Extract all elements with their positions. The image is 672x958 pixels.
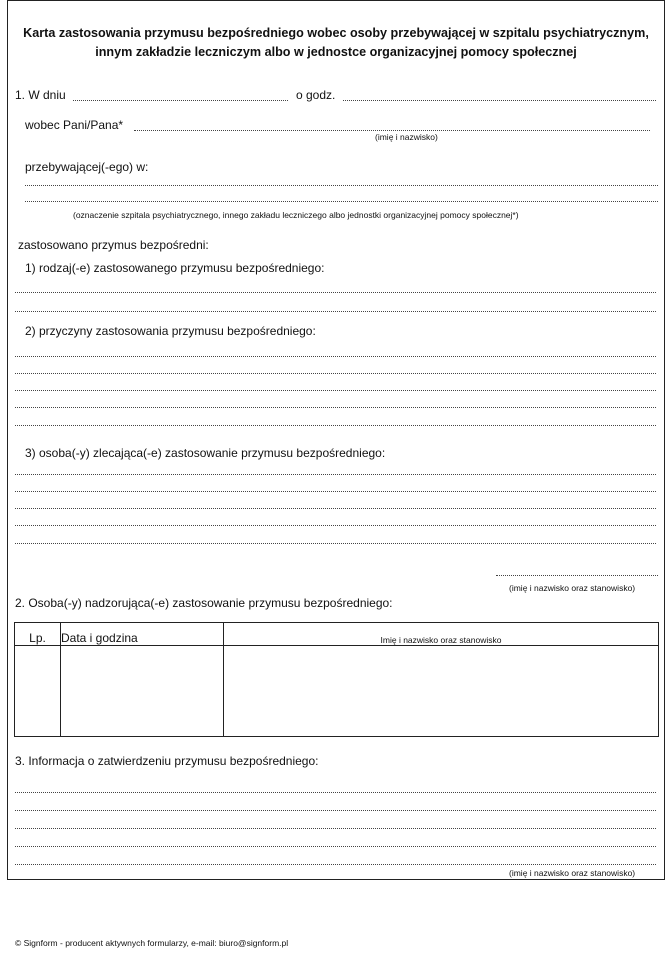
table-cell-date[interactable] bbox=[61, 646, 224, 737]
form-frame bbox=[7, 0, 665, 880]
approval-field-line-5[interactable] bbox=[15, 864, 656, 865]
approval-field-line-3[interactable] bbox=[15, 828, 656, 829]
section3-label: 3. Informacja o zatwierdzeniu przymusu bezpośredniego: bbox=[15, 754, 319, 768]
reasons-field-line-1[interactable] bbox=[15, 356, 656, 357]
section2-label: 2. Osoba(-y) nadzorująca(-e) zastosowanie przymusu bezpośredniego: bbox=[15, 596, 393, 610]
approval-field-line-2[interactable] bbox=[15, 810, 656, 811]
form-title bbox=[0, 24, 672, 62]
ordering-field-line-2[interactable] bbox=[15, 491, 656, 492]
table-row bbox=[15, 646, 659, 737]
approval-field-line-4[interactable] bbox=[15, 846, 656, 847]
supervisors-table bbox=[14, 622, 659, 737]
location-caption: (oznaczenie szpitala psychiatrycznego, innego zakładu leczniczego albo jednostki organizacyjnej pomocy społecznej*) bbox=[73, 210, 519, 220]
hour-field[interactable] bbox=[343, 100, 656, 101]
title-line-2: innym zakładzie leczniczym albo w jednostce organizacyjnej pomocy społecznej bbox=[95, 45, 577, 59]
day-label: 1. W dniu bbox=[15, 88, 66, 102]
reasons-field-line-2[interactable] bbox=[15, 373, 656, 374]
table-cell-lp[interactable] bbox=[15, 646, 61, 737]
ordering-field-line-4[interactable] bbox=[15, 525, 656, 526]
location-label: przebywającej(-ego) w: bbox=[25, 160, 149, 174]
ordering-field-line-1[interactable] bbox=[15, 474, 656, 475]
reasons-field-line-5[interactable] bbox=[15, 425, 656, 426]
reasons-field-line-3[interactable] bbox=[15, 390, 656, 391]
ordering-field-line-5[interactable] bbox=[15, 543, 656, 544]
table-header-name: Imię i nazwisko oraz stanowisko bbox=[224, 623, 659, 646]
table-cell-name[interactable] bbox=[224, 646, 659, 737]
table-header-date: Data i godzina bbox=[61, 623, 224, 646]
person-label: wobec Pani/Pana* bbox=[25, 118, 124, 132]
hour-label: o godz. bbox=[296, 88, 336, 102]
location-field-line-1[interactable] bbox=[25, 185, 658, 186]
reasons-field-line-4[interactable] bbox=[15, 407, 656, 408]
type-label: 1) rodzaj(-e) zastosowanego przymusu bezpośredniego: bbox=[25, 261, 325, 275]
table-header-lp: Lp. bbox=[15, 623, 61, 646]
ordering-caption: (imię i nazwisko oraz stanowisko) bbox=[509, 583, 636, 593]
section3-caption: (imię i nazwisko oraz stanowisko) bbox=[509, 868, 636, 878]
day-field[interactable] bbox=[73, 100, 288, 101]
type-field-line-1[interactable] bbox=[15, 292, 656, 293]
ordering-field-line-3[interactable] bbox=[15, 508, 656, 509]
title-line-1: Karta zastosowania przymusu bezpośredniego wobec osoby przebywającej w szpitalu psychiatrycznym, bbox=[23, 26, 649, 40]
person-caption: (imię i nazwisko) bbox=[375, 132, 438, 142]
person-field[interactable] bbox=[134, 130, 650, 131]
type-field-line-2[interactable] bbox=[15, 311, 656, 312]
approval-field-line-1[interactable] bbox=[15, 792, 656, 793]
footer-text: © Signform - producent aktywnych formularzy, e-mail: biuro@signform.pl bbox=[15, 938, 289, 948]
ordering-label: 3) osoba(-y) zlecająca(-e) zastosowanie przymusu bezpośredniego: bbox=[25, 446, 386, 460]
applied-label: zastosowano przymus bezpośredni: bbox=[18, 238, 209, 252]
reasons-label: 2) przyczyny zastosowania przymusu bezpośredniego: bbox=[25, 324, 316, 338]
ordering-signature-field[interactable] bbox=[496, 575, 658, 576]
location-field-line-2[interactable] bbox=[25, 201, 658, 202]
